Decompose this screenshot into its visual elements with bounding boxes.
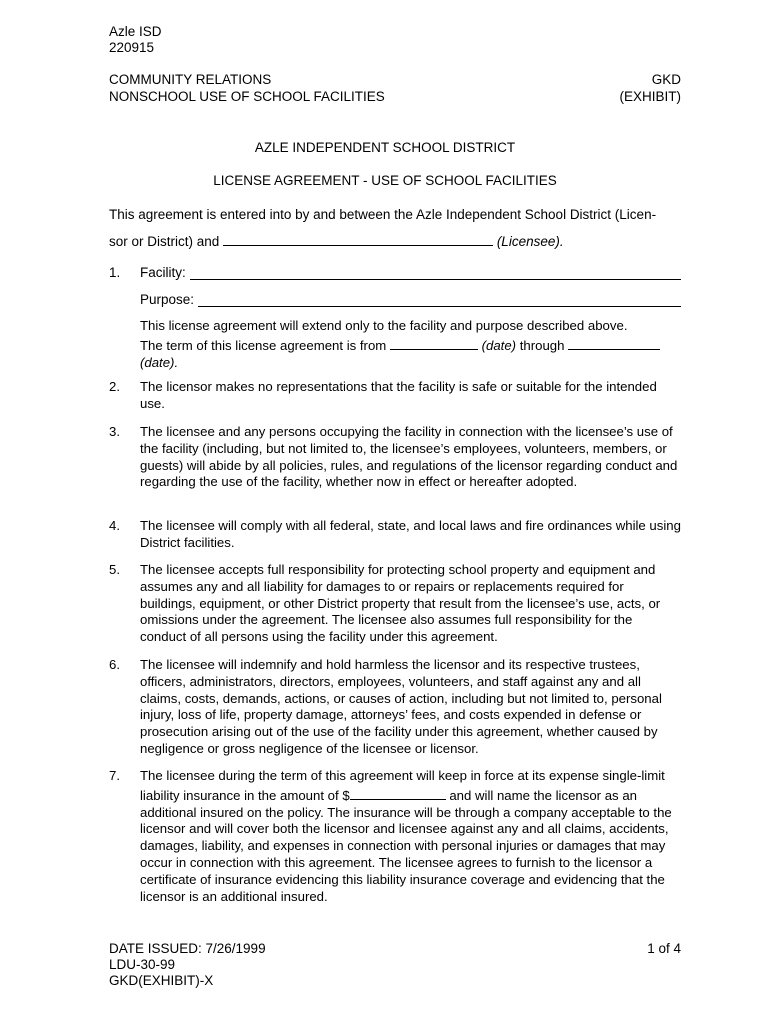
item-text: The licensee will comply with all federal, state, and local laws and fire ordinances while using District facilities.: [140, 518, 681, 550]
footer-code: GKD(EXHIBIT)-X: [109, 973, 214, 988]
purpose-row: [140, 292, 681, 307]
intro-line-2: [109, 228, 681, 255]
date-label-1: (date): [481, 337, 517, 353]
item-number: 4.: [109, 518, 120, 533]
item-number: 7.: [109, 768, 120, 783]
item-text: [140, 768, 681, 905]
end-date-blank[interactable]: [568, 335, 660, 350]
item-number: 6.: [109, 657, 120, 672]
ldu-code: LDU-30-99: [109, 957, 176, 972]
item-1-number: 1.: [109, 265, 121, 280]
item-text: The licensee and any persons occupying the facility in connection with the licensee’s use of the facility (including, but not limited to, the licensee’s employees, volunteers, members, or guests) will abide by all policies, rules, and regulations of the licensor regarding conduct and regarding the use of the facility, whether now in effect or hereafter adopted.: [140, 424, 678, 490]
through-label: through: [519, 337, 565, 353]
item-text: The licensor makes no representations that the facility is safe or suitable for the intended use.: [140, 379, 657, 411]
section-title: COMMUNITY RELATIONS: [109, 72, 272, 87]
purpose-blank[interactable]: [198, 292, 681, 307]
item-1-text-a: This license agreement will extend only to the facility and purpose described above.: [140, 318, 628, 333]
list-item: [109, 379, 681, 413]
district-title: AZLE INDEPENDENT SCHOOL DISTRICT: [254, 140, 516, 155]
item-7-text-a: The licensee during the term of this agreement will keep in force at its expense single-limit liability insurance in the amount of $: [140, 768, 665, 803]
item-number: 3.: [109, 424, 120, 439]
list-item: [109, 562, 681, 646]
district-label: Azle ISD: [109, 24, 162, 39]
page-number: 1 of 4: [647, 941, 681, 956]
date-label-2: (date).: [140, 354, 179, 370]
list-item: [109, 657, 681, 758]
item-1-text-b: The term of this license agreement is from: [140, 337, 387, 353]
start-date-blank[interactable]: [390, 335, 478, 350]
item-1-text: [109, 318, 681, 371]
intro-paragraph: [109, 201, 681, 255]
purpose-label: Purpose:: [140, 292, 195, 307]
item-text: The licensee accepts full responsibility for protecting school property and equipment and assumes any and all liability for damages to or repairs or replacements required for buildings, equipment, or other District property that result from the licensee’s use, acts, or omissions under the agreement. The licensee also assumes full responsibility for the conduct of all persons using the facility under this agreement.: [140, 562, 661, 645]
intro-line-2-prefix: sor or District) and: [109, 234, 220, 249]
item-7-text-b: and will name the licensor as an additional insured on the policy. The insurance will be through a company acceptable to the licensor and will cover both the licensor and licensee against any and all claims, accidents, damages, liability, and expenses in connection with personal injuries or damages that may occur in connection with this agreement. The licensee agrees to furnish to the licensor a certificate of insurance evidencing this liability insurance coverage and evidencing that the licensor is an additional insured.: [140, 787, 672, 904]
policy-code: GKD: [651, 72, 681, 87]
facility-blank[interactable]: [190, 265, 681, 280]
item-number: 5.: [109, 562, 120, 577]
subsection-title: NONSCHOOL USE OF SCHOOL FACILITIES: [109, 89, 385, 104]
item-text: The licensee will indemnify and hold harmless the licensor and its respective trustees, officers, administrators, directors, employees, volunteers, and staff against any and all claims, costs, demands, actions, or causes of action, including but not limited to, personal injury, loss of life, property damage, attorneys’ fees, and costs expended in defense or prosecution arising out of the use of the facility under this agreement, whether caused by negligence or gross negligence of the licensee or licensor.: [140, 657, 662, 756]
exhibit-label: (EXHIBIT): [619, 89, 681, 104]
intro-line-1: This agreement is entered into by and between the Azle Independent School District (Licen-: [109, 207, 657, 222]
district-code: 220915: [109, 40, 155, 55]
list-item-insurance: [109, 768, 681, 905]
facility-label: Facility:: [140, 265, 186, 280]
list-item: [109, 518, 681, 552]
agreement-title: LICENSE AGREEMENT - USE OF SCHOOL FACILITIES: [213, 173, 557, 188]
insurance-amount-blank[interactable]: [350, 785, 446, 800]
licensee-label: (Licensee).: [496, 234, 564, 249]
facility-row: [140, 265, 681, 280]
date-issued: DATE ISSUED: 7/26/1999: [109, 941, 266, 956]
item-number: 2.: [109, 379, 120, 394]
list-item: [109, 424, 681, 491]
licensee-name-blank[interactable]: [223, 231, 493, 246]
